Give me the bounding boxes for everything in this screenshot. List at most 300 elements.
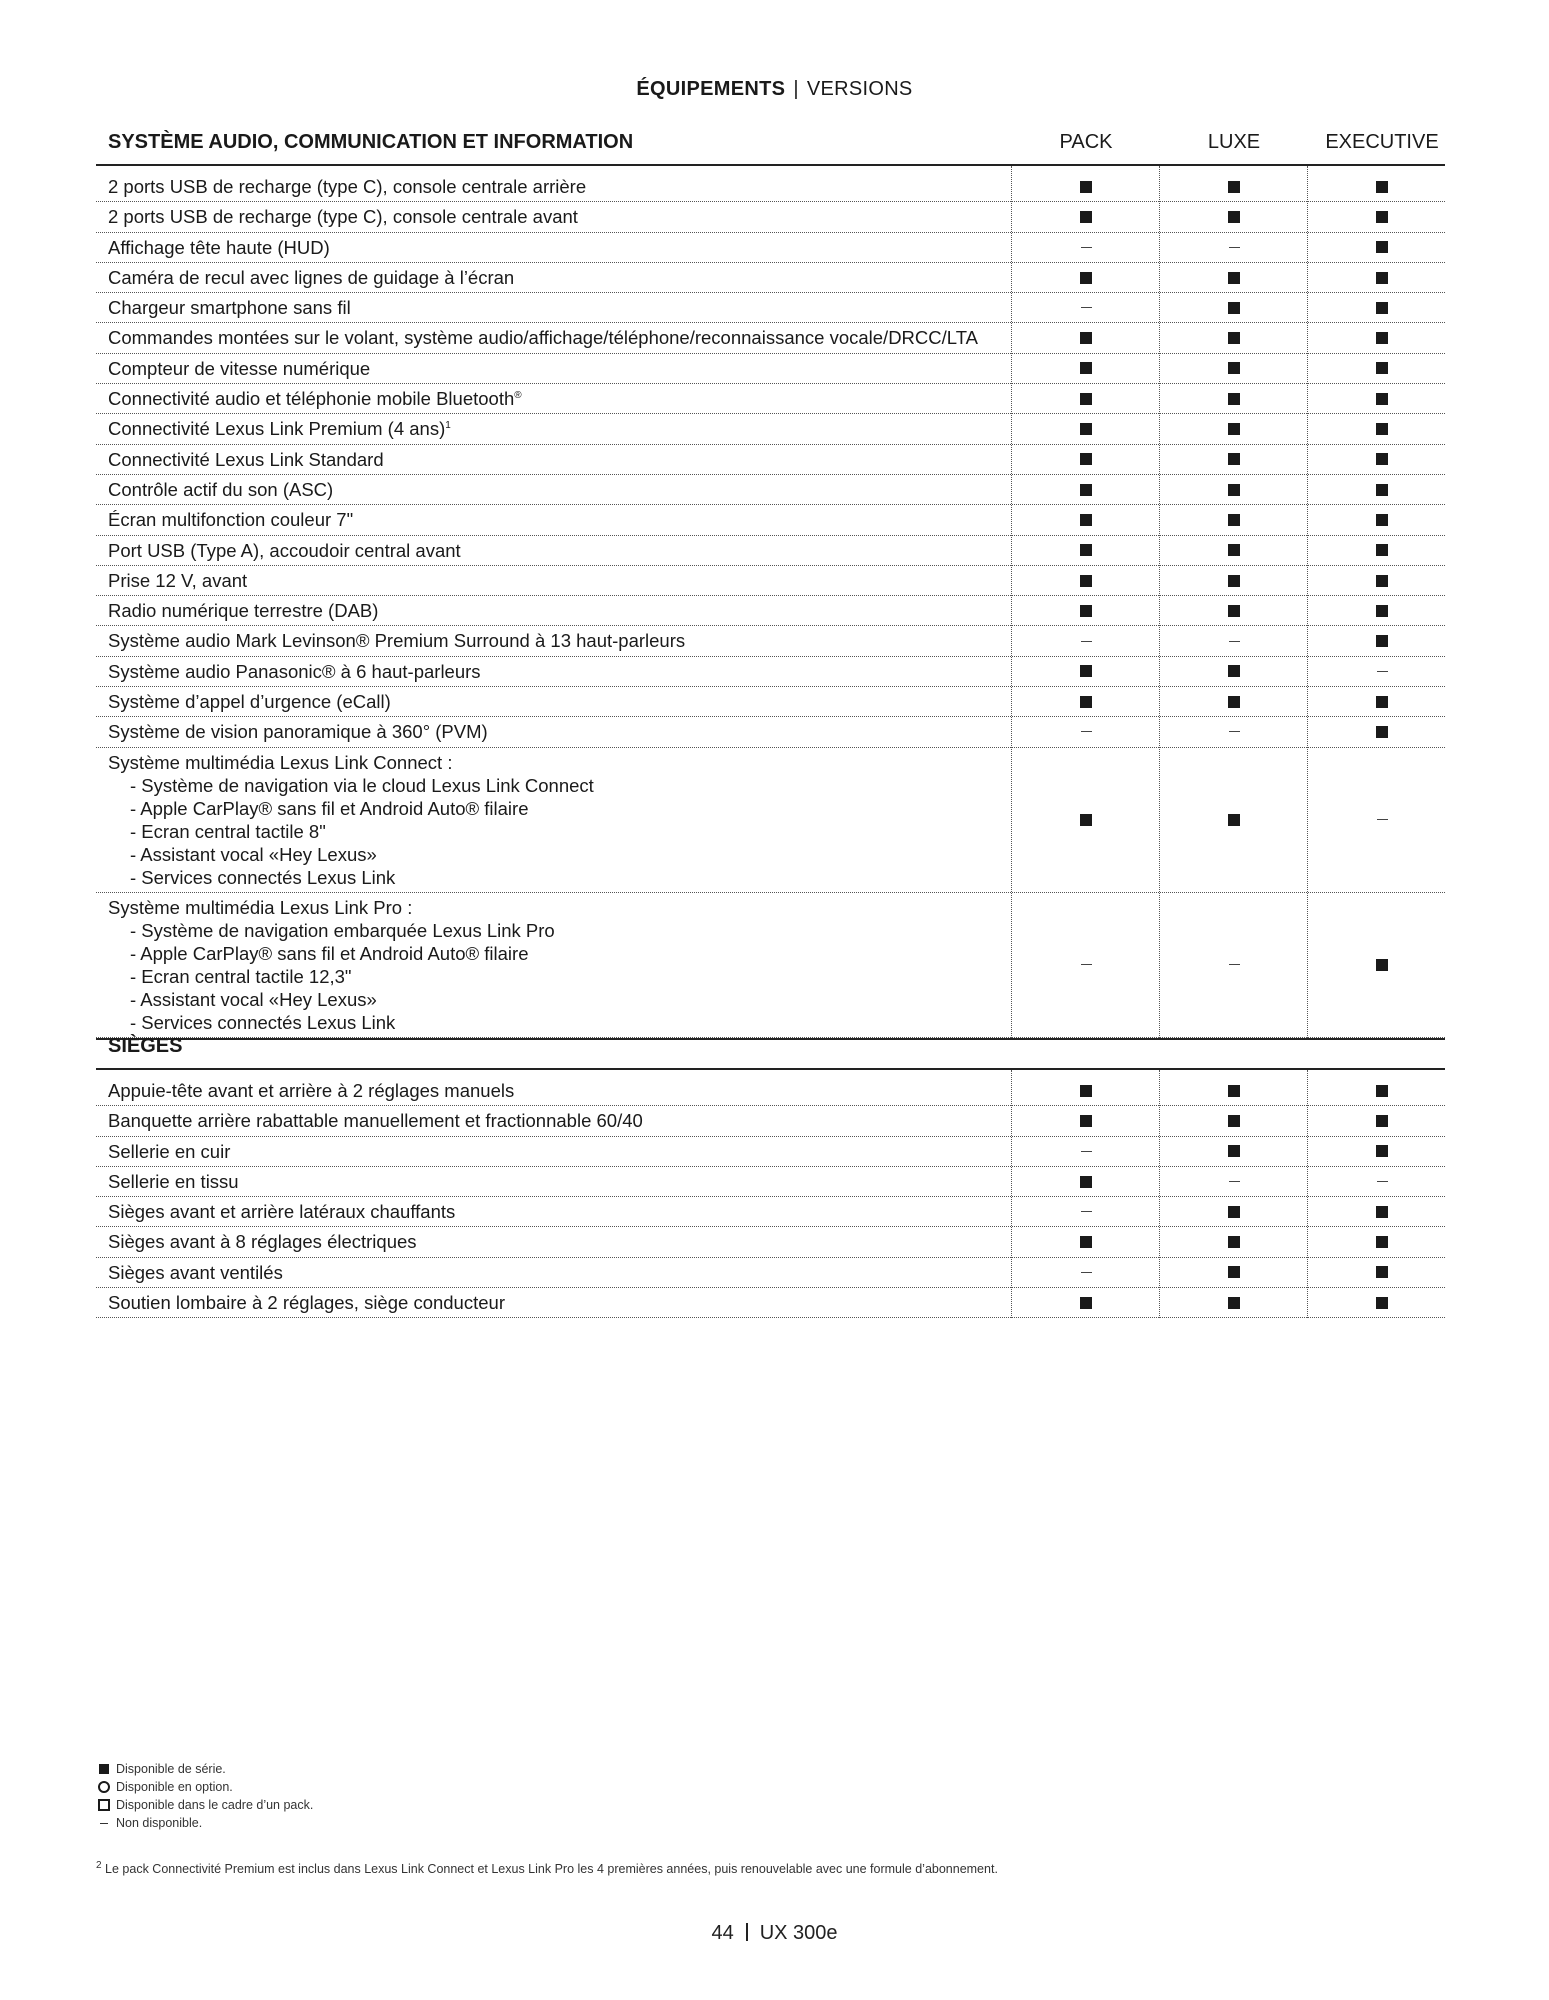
feature-text: Sièges avant ventilés [108,1261,283,1283]
value-cell-executive [1312,354,1452,383]
value-cell-executive [1312,414,1452,443]
feature-name [108,175,998,198]
feature-name [108,629,998,652]
value-cell-luxe [1164,1167,1304,1196]
row-label [96,233,998,262]
value-cell-luxe [1164,687,1304,716]
feature-superscript: ® [514,389,522,401]
legend-item [96,1778,313,1796]
value-cell-executive [1312,657,1452,686]
row-label [96,202,998,231]
value-cell-pack [1016,1076,1156,1105]
feature-text: Prise 12 V, avant [108,569,248,591]
footnote-text: Le pack Connectivité Premium est inclus dans Lexus Link Connect et Lexus Link Pro les 4 premières années, puis renouvelable avec une formule d’abonnement. [105,1862,998,1876]
table-row [96,293,1445,323]
standard-mark-icon [1080,1297,1092,1309]
row-label [96,1167,998,1196]
value-cell-luxe [1164,566,1304,595]
table-row [96,1227,1445,1257]
feature-text: Connectivité Lexus Link Standard [108,448,384,470]
dash-icon [100,1823,108,1824]
value-cell-executive [1312,893,1452,1037]
not-available-dash-icon [1081,641,1092,642]
standard-mark-icon [1376,1115,1388,1127]
value-cell-luxe [1164,475,1304,504]
standard-mark-icon [1080,393,1092,405]
feature-text: Système multimédia Lexus Link Connect : [108,751,453,773]
value-cell-luxe [1164,596,1304,625]
feature-text: Connectivité audio et téléphonie mobile Bluetooth [108,388,515,410]
not-available-dash-icon [1081,1211,1092,1212]
value-cell-pack [1016,233,1156,262]
value-cell-luxe [1164,626,1304,655]
feature-name [108,478,998,501]
standard-mark-icon [1228,1085,1240,1097]
feature-name [108,387,998,410]
standard-mark-icon [1228,1145,1240,1157]
feature-sub-item: - Système de navigation embarquée Lexus Link Pro [130,919,555,941]
value-cell-luxe [1164,233,1304,262]
row-label [96,1137,998,1166]
standard-mark-icon [1228,814,1240,826]
row-label [96,475,998,504]
feature-sub-item: - Apple CarPlay® sans fil et Android Auto® filaire [130,797,529,819]
value-cell-pack [1016,1227,1156,1256]
value-cell-luxe [1164,293,1304,322]
value-cell-luxe [1164,263,1304,292]
row-label [96,384,998,413]
standard-mark-icon [1228,1297,1240,1309]
table-row [96,1258,1445,1288]
section-title: SIÈGES [108,1034,183,1057]
feature-text: Système multimédia Lexus Link Pro : [108,896,413,918]
value-cell-pack [1016,536,1156,565]
value-cell-luxe [1164,1288,1304,1317]
value-cell-luxe [1164,505,1304,534]
feature-text: Sellerie en cuir [108,1140,231,1162]
table-row [96,566,1445,596]
not-available-dash-icon [1081,247,1092,248]
value-cell-pack [1016,657,1156,686]
legend-text: Non disponible. [116,1816,203,1830]
standard-mark-icon [1228,332,1240,344]
value-cell-executive [1312,445,1452,474]
value-cell-luxe [1164,1137,1304,1166]
feature-name [108,417,998,440]
standard-mark-icon [1376,1085,1388,1097]
section-title: SYSTÈME AUDIO, COMMUNICATION ET INFORMATION [108,130,634,153]
table-row [96,384,1445,414]
feature-text: Chargeur smartphone sans fil [108,297,351,319]
standard-mark-icon [1080,362,1092,374]
value-cell-luxe [1164,172,1304,201]
legend-item [96,1796,313,1814]
feature-sub-item: - Assistant vocal «Hey Lexus» [130,843,377,865]
value-cell-executive [1312,263,1452,292]
table-row [96,445,1445,475]
standard-mark-icon [1228,1266,1240,1278]
value-cell-luxe [1164,657,1304,686]
value-cell-executive [1312,626,1452,655]
table-row [96,657,1445,687]
column-separator [1307,166,1308,1038]
feature-text: Compteur de vitesse numérique [108,357,371,379]
row-label [96,1106,998,1135]
standard-mark-icon [1228,696,1240,708]
value-cell-executive [1312,1288,1452,1317]
standard-mark-icon [1080,1085,1092,1097]
standard-mark-icon [1080,1115,1092,1127]
row-label [96,323,998,352]
value-cell-executive [1312,1076,1452,1105]
feature-superscript: 1 [445,420,451,432]
standard-mark-icon [1376,211,1388,223]
footer-divider [746,1923,748,1941]
legend [96,1760,313,1832]
feature-text: Port USB (Type A), accoudoir central avant [108,539,461,561]
standard-mark-icon [1228,1115,1240,1127]
feature-text: 2 ports USB de recharge (type C), console centrale arrière [108,176,587,197]
standard-mark-icon [1376,241,1388,253]
standard-mark-icon [1080,814,1092,826]
standard-mark-icon [1080,453,1092,465]
row-label [96,626,998,655]
standard-mark-icon [1376,272,1388,284]
feature-sub-item: - Ecran central tactile 8" [130,820,326,842]
circle-icon [98,1781,110,1793]
standard-mark-icon [1228,484,1240,496]
feature-text: Contrôle actif du son (ASC) [108,478,334,500]
value-cell-luxe [1164,717,1304,746]
not-available-dash-icon [1081,307,1092,308]
feature-name [108,1200,998,1223]
row-label [96,505,998,534]
filled-square-icon [99,1764,109,1774]
value-cell-executive [1312,172,1452,201]
not-available-dash-icon [1377,819,1388,820]
row-label [96,1258,998,1287]
standard-mark-icon [1080,1236,1092,1248]
feature-name [108,1170,998,1193]
feature-text: Système de vision panoramique à 360° (PVM) [108,721,488,743]
section-body [96,1070,1445,1318]
table-row [96,1137,1445,1167]
value-cell-pack [1016,717,1156,746]
standard-mark-icon [1376,696,1388,708]
model-name: UX 300e [759,1922,838,1944]
header-equipements: ÉQUIPEMENTS [636,78,786,100]
row-label [96,566,998,595]
value-cell-executive [1312,293,1452,322]
row-label [96,748,998,892]
feature-sub-item: - Services connectés Lexus Link [130,1011,396,1033]
standard-mark-icon [1376,1206,1388,1218]
standard-mark-icon [1228,514,1240,526]
feature-name [108,720,998,743]
row-label [96,354,998,383]
feature-text: Radio numérique terrestre (DAB) [108,600,379,622]
standard-mark-icon [1376,726,1388,738]
value-cell-pack [1016,1197,1156,1226]
standard-mark-icon [1376,332,1388,344]
header-versions: VERSIONS [806,78,913,100]
value-cell-luxe [1164,1197,1304,1226]
standard-mark-icon [1376,1236,1388,1248]
table-row [96,1288,1445,1318]
value-cell-luxe [1164,323,1304,352]
standard-mark-icon [1080,544,1092,556]
table-row [96,354,1445,384]
row-label [96,687,998,716]
table-row [96,263,1445,293]
table-row [96,414,1445,444]
table-row [96,202,1445,232]
value-cell-executive [1312,596,1452,625]
value-cell-executive [1312,536,1452,565]
value-cell-executive [1312,717,1452,746]
standard-mark-icon [1080,1176,1092,1188]
not-available-dash-icon [1229,964,1240,965]
table-row [96,626,1445,656]
feature-text: Sellerie en tissu [108,1170,239,1192]
column-separator [1011,166,1012,1038]
value-cell-executive [1312,748,1452,892]
section-body [96,166,1445,1038]
row-label [96,1197,998,1226]
not-available-dash-icon [1377,671,1388,672]
standard-mark-icon [1228,423,1240,435]
value-cell-pack [1016,1137,1156,1166]
standard-mark-icon [1228,575,1240,587]
row-label [96,172,998,201]
value-cell-pack [1016,748,1156,892]
value-cell-luxe [1164,748,1304,892]
page-number: 44 [711,1922,734,1944]
value-cell-luxe [1164,536,1304,565]
feature-name [108,1140,998,1163]
table-row [96,475,1445,505]
standard-mark-icon [1080,181,1092,193]
standard-mark-icon [1376,575,1388,587]
table-row [96,893,1445,1038]
feature-text: Banquette arrière rabattable manuellement et fractionnable 60/40 [108,1110,643,1132]
standard-mark-icon [1080,605,1092,617]
value-cell-executive [1312,566,1452,595]
standard-mark-icon [1376,393,1388,405]
legend-text: Disponible en option. [116,1780,233,1794]
feature-text: Appuie-tête avant et arrière à 2 réglages manuels [108,1080,515,1101]
feature-name [108,236,998,259]
row-label [96,445,998,474]
value-cell-executive [1312,384,1452,413]
feature-name [108,266,998,289]
standard-mark-icon [1376,302,1388,314]
value-cell-executive [1312,233,1452,262]
column-separator [1159,1070,1160,1318]
table-row [96,505,1445,535]
standard-mark-icon [1228,211,1240,223]
legend-text: Disponible de série. [116,1762,226,1776]
standard-mark-icon [1080,696,1092,708]
standard-mark-icon [1376,362,1388,374]
value-cell-pack [1016,1106,1156,1135]
standard-mark-icon [1228,1206,1240,1218]
legend-text: Disponible dans le cadre d’un pack. [116,1798,314,1812]
feature-name [108,508,998,531]
standard-mark-icon [1080,514,1092,526]
not-available-dash-icon [1229,641,1240,642]
value-cell-executive [1312,1106,1452,1135]
feature-name [108,896,998,919]
value-cell-pack [1016,384,1156,413]
column-separator [1011,1070,1012,1318]
row-label [96,536,998,565]
row-label [96,596,998,625]
feature-text: Écran multifonction couleur 7" [108,509,354,531]
section-table [96,120,1445,1040]
row-label [96,717,998,746]
table-row [96,687,1445,717]
value-cell-luxe [1164,354,1304,383]
standard-mark-icon [1080,484,1092,496]
table-row [96,1167,1445,1197]
value-cell-pack [1016,596,1156,625]
feature-name [108,1291,998,1314]
feature-name [108,1230,998,1253]
value-cell-pack [1016,323,1156,352]
value-cell-pack [1016,687,1156,716]
table-row [96,233,1445,263]
standard-mark-icon [1080,665,1092,677]
feature-text: Caméra de recul avec lignes de guidage à l’écran [108,266,515,288]
value-cell-pack [1016,172,1156,201]
feature-sub-item: - Assistant vocal «Hey Lexus» [130,988,377,1010]
feature-text: Sièges avant à 8 réglages électriques [108,1231,417,1253]
standard-mark-icon [1376,1266,1388,1278]
feature-text: Système audio Mark Levinson® Premium Surround à 13 haut-parleurs [108,630,686,652]
table-row [96,172,1445,202]
feature-sub-item: - Ecran central tactile 12,3" [130,965,352,987]
value-cell-luxe [1164,414,1304,443]
standard-mark-icon [1376,484,1388,496]
legend-item [96,1760,313,1778]
standard-mark-icon [1228,393,1240,405]
section-header [96,1024,1445,1070]
standard-mark-icon [1228,362,1240,374]
standard-mark-icon [1376,959,1388,971]
feature-name [108,599,998,622]
standard-mark-icon [1228,1236,1240,1248]
value-cell-luxe [1164,384,1304,413]
row-label [96,1288,998,1317]
version-header-executive: EXECUTIVE [1325,130,1439,153]
standard-mark-icon [1376,181,1388,193]
standard-mark-icon [1376,544,1388,556]
value-cell-executive [1312,1227,1452,1256]
not-available-dash-icon [1081,964,1092,965]
standard-mark-icon [1376,514,1388,526]
feature-name [108,205,998,228]
standard-mark-icon [1376,635,1388,647]
feature-name [108,660,998,683]
row-label [96,414,998,443]
value-cell-pack [1016,566,1156,595]
value-cell-pack [1016,354,1156,383]
value-cell-pack [1016,293,1156,322]
standard-mark-icon [1376,423,1388,435]
value-cell-pack [1016,475,1156,504]
feature-name [108,690,998,713]
not-available-dash-icon [1081,1151,1092,1152]
feature-text: Système audio Panasonic® à 6 haut-parleurs [108,660,481,682]
feature-name [108,296,998,319]
standard-mark-icon [1376,605,1388,617]
value-cell-pack [1016,202,1156,231]
feature-text: Sièges avant et arrière latéraux chauffants [108,1201,456,1223]
standard-mark-icon [1376,453,1388,465]
standard-mark-icon [1228,544,1240,556]
feature-text: Soutien lombaire à 2 réglages, siège conducteur [108,1292,505,1314]
standard-mark-icon [1228,272,1240,284]
value-cell-pack [1016,263,1156,292]
row-label [96,263,998,292]
section-header [96,120,1445,166]
legend-item [96,1814,313,1832]
value-cell-pack [1016,626,1156,655]
row-label [96,1227,998,1256]
value-cell-executive [1312,1197,1452,1226]
feature-name [108,539,998,562]
value-cell-executive [1312,1258,1452,1287]
value-cell-pack [1016,414,1156,443]
version-header-luxe: LUXE [1207,130,1261,153]
feature-name [108,1261,998,1284]
standard-mark-icon [1080,211,1092,223]
standard-mark-icon [1080,272,1092,284]
feature-name [108,1079,998,1102]
page-footer [0,1922,1549,1945]
value-cell-executive [1312,1167,1452,1196]
feature-name [108,569,998,592]
standard-mark-icon [1228,605,1240,617]
standard-mark-icon [1080,423,1092,435]
row-label [96,293,998,322]
value-cell-luxe [1164,1258,1304,1287]
value-cell-executive [1312,202,1452,231]
not-available-dash-icon [1229,247,1240,248]
row-label [96,657,998,686]
table-row [96,1076,1445,1106]
value-cell-pack [1016,505,1156,534]
page-header [0,78,1549,101]
value-cell-pack [1016,445,1156,474]
value-cell-executive [1312,1137,1452,1166]
row-label [96,893,998,1037]
value-cell-executive [1312,323,1452,352]
not-available-dash-icon [1377,1181,1388,1182]
table-row [96,323,1445,353]
feature-name [108,751,998,774]
value-cell-luxe [1164,1227,1304,1256]
footnote [96,1859,998,1876]
value-cell-executive [1312,505,1452,534]
value-cell-luxe [1164,202,1304,231]
value-cell-luxe [1164,893,1304,1037]
value-cell-pack [1016,1258,1156,1287]
feature-name [108,1109,998,1132]
standard-mark-icon [1228,453,1240,465]
table-row [96,536,1445,566]
